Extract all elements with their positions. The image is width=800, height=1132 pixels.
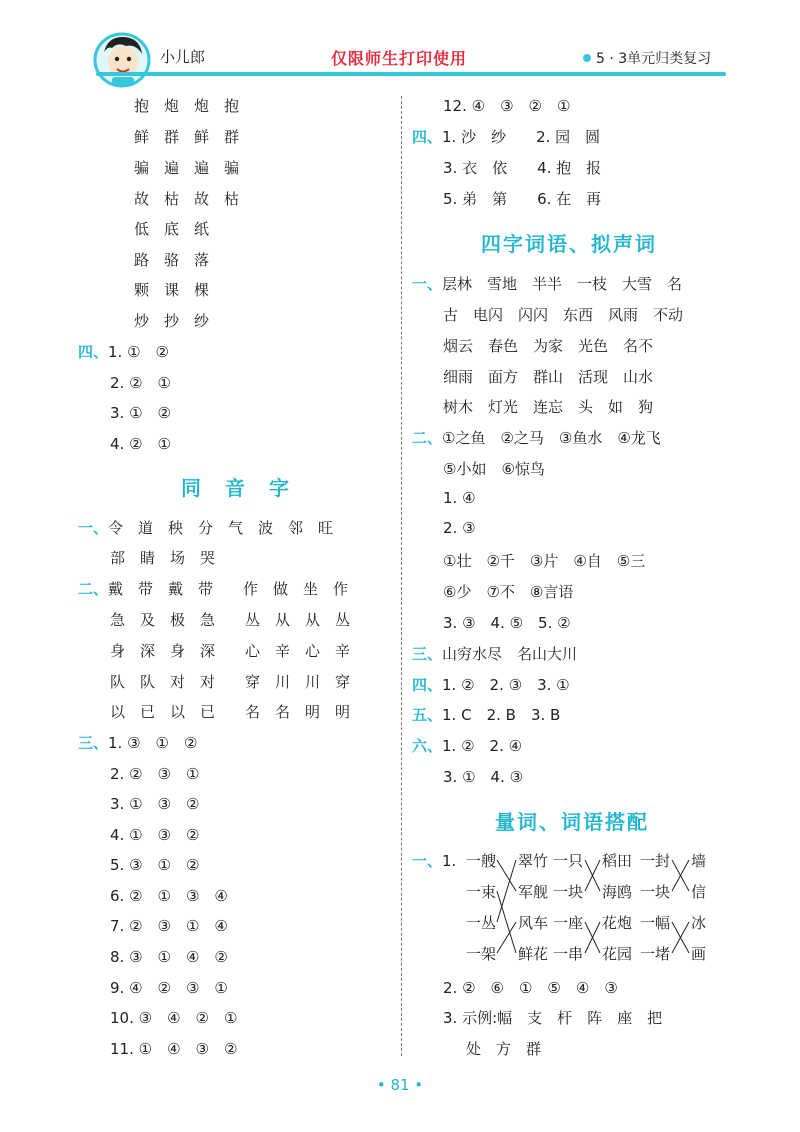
match-word: 翠竹 (518, 852, 549, 870)
answer-line: 1. ③ ① ② (108, 734, 198, 752)
match-word: 信 (691, 883, 707, 901)
answer-line: 3. 衣 依 4. 抱 报 (443, 159, 602, 177)
answer-line: 3. ① 4. ③ (443, 768, 524, 786)
answer-line: 5. ③ ① ② (110, 856, 200, 874)
section-label: 一、 (78, 519, 109, 537)
char-row: 炒 抄 纱 (134, 312, 210, 330)
answer-line: ①壮 ②千 ③片 ④自 ⑤三 (443, 552, 646, 570)
answer-line: 2. ② ⑥ ① ⑤ ④ ③ (443, 979, 618, 997)
char-row: 故 枯 故 枯 (134, 190, 240, 208)
match-word: 风车 (518, 914, 549, 932)
answer-line: 身 深 身 深 心 辛 心 辛 (110, 642, 351, 660)
section-label: 四、 (412, 676, 443, 694)
match-word: 一幅 (640, 914, 671, 932)
match-word: 军舰 (518, 883, 549, 901)
answer-line: 山穷水尽 名山大川 (442, 645, 578, 663)
answer-line: 1. ① ② (108, 343, 169, 361)
match-line (497, 922, 516, 953)
section-title-homophones: 同 音 字 (181, 476, 291, 500)
char-row: 颗 课 棵 (134, 281, 210, 299)
answer-line: 7. ② ③ ① ④ (110, 917, 228, 935)
answer-line: ①之鱼 ②之马 ③鱼水 ④龙飞 (442, 429, 661, 447)
match-word: 一堵 (640, 945, 671, 963)
answer-line: 4. ② ① (110, 435, 171, 453)
page-number: • 81 • (376, 1076, 424, 1094)
char-row: 骗 遍 遍 骗 (134, 159, 240, 177)
answer-line: 2. ② ① (110, 374, 171, 392)
match-word: 海鸥 (602, 883, 633, 901)
answer-line: 3. ① ② (110, 404, 171, 422)
char-row: 抱 炮 炮 抱 (134, 97, 240, 115)
match-word: 一架 (466, 945, 497, 963)
unit-title: 5 · 3单元归类复习 (596, 51, 712, 67)
section-label: 一、 (412, 852, 443, 870)
match-word: 墙 (691, 852, 707, 870)
match-line (497, 891, 516, 953)
answer-line: 2. ② ③ ① (110, 765, 200, 783)
match-word: 一丛 (466, 914, 497, 932)
answer-line: 1. ④ (443, 489, 476, 507)
print-notice: 仅限师生打印使用 (331, 49, 468, 68)
answer-line: 5. 弟 第 6. 在 再 (443, 190, 602, 208)
match-word: 一束 (466, 883, 497, 901)
char-row: 鲜 群 鲜 群 (134, 128, 240, 146)
section-label: 三、 (78, 734, 109, 752)
match-line (497, 860, 516, 922)
match-word: 一块 (640, 883, 671, 901)
answer-line: 部 睛 场 哭 (110, 549, 216, 567)
match-word: 一只 (553, 852, 584, 870)
answer-line: 2. ③ (443, 519, 476, 537)
match-word: 稻田 (602, 852, 633, 870)
match-word: 花园 (602, 945, 633, 963)
question-number: 1. (442, 852, 457, 870)
answer-line: ⑥少 ⑦不 ⑧言语 (443, 583, 574, 601)
answer-line: 1. ② 2. ④ (442, 737, 523, 755)
match-word: 一块 (553, 883, 584, 901)
section-label: 六、 (412, 737, 443, 755)
section-label: 二、 (78, 580, 109, 598)
section-label: 二、 (412, 429, 443, 447)
answer-line: 10. ③ ④ ② ① (110, 1009, 238, 1027)
answer-line: 戴 带 戴 带 作 做 坐 作 (108, 580, 349, 598)
answer-line: 11. ① ④ ③ ② (110, 1040, 238, 1058)
answer-line: 9. ④ ② ③ ① (110, 979, 228, 997)
answer-line: 3. ③ 4. ⑤ 5. ② (443, 614, 571, 632)
match-word: 一座 (553, 914, 584, 932)
answer-line: ⑤小如 ⑥惊鸟 (443, 460, 545, 478)
match-word: 一封 (640, 852, 671, 870)
answer-line: 令 道 秧 分 气 波 邻 旺 (108, 519, 334, 537)
section-label: 一、 (412, 275, 443, 293)
match-word: 冰 (691, 914, 707, 932)
answer-line: 古 电闪 闪闪 东西 风雨 不动 (443, 306, 684, 324)
answer-line: 1. C 2. B 3. B (442, 706, 561, 724)
match-line (497, 860, 516, 891)
match-word: 鲜花 (518, 945, 549, 963)
answer-line: 以 已 以 已 名 名 明 明 (110, 703, 351, 721)
answer-line: 层林 雪地 半半 一枝 大雪 名 (442, 275, 683, 293)
section-label: 三、 (412, 645, 443, 663)
answer-line: 树木 灯光 连忘 头 如 狗 (443, 398, 654, 416)
answer-line: 急 及 极 急 丛 从 从 丛 (110, 611, 351, 629)
char-row: 低 底 纸 (134, 220, 210, 238)
match-word: 一串 (553, 945, 584, 963)
answer-line: 1. ② 2. ③ 3. ① (442, 676, 570, 694)
section-title-idioms: 四字词语、拟声词 (481, 232, 657, 256)
section-label: 四、 (78, 343, 109, 361)
answer-line: 6. ② ① ③ ④ (110, 887, 228, 905)
match-word: 画 (691, 945, 707, 963)
answer-line: 3. ① ③ ② (110, 795, 200, 813)
answer-line: 处 方 群 (466, 1040, 542, 1058)
brand-name: 小儿郎 (160, 48, 206, 66)
char-row: 路 骆 落 (134, 251, 210, 269)
answer-line: 1. 沙 纱 2. 园 圆 (442, 128, 601, 146)
answer-line: 4. ① ③ ② (110, 826, 200, 844)
section-label: 四、 (412, 128, 443, 146)
match-word: 一艘 (466, 852, 497, 870)
answer-line: 3. 示例:幅 支 杆 阵 座 把 (443, 1009, 663, 1027)
answer-line: 队 队 对 对 穿 川 川 穿 (110, 673, 351, 691)
match-word: 花炮 (602, 914, 633, 932)
answer-line: 12. ④ ③ ② ① (443, 97, 571, 115)
answer-line: 烟云 春色 为家 光色 名不 (443, 337, 654, 355)
answer-line: 细雨 面方 群山 活现 山水 (443, 368, 654, 386)
section-title-measure-words: 量词、词语搭配 (495, 810, 649, 834)
answer-line: 8. ③ ① ④ ② (110, 948, 228, 966)
section-label: 五、 (412, 706, 443, 724)
